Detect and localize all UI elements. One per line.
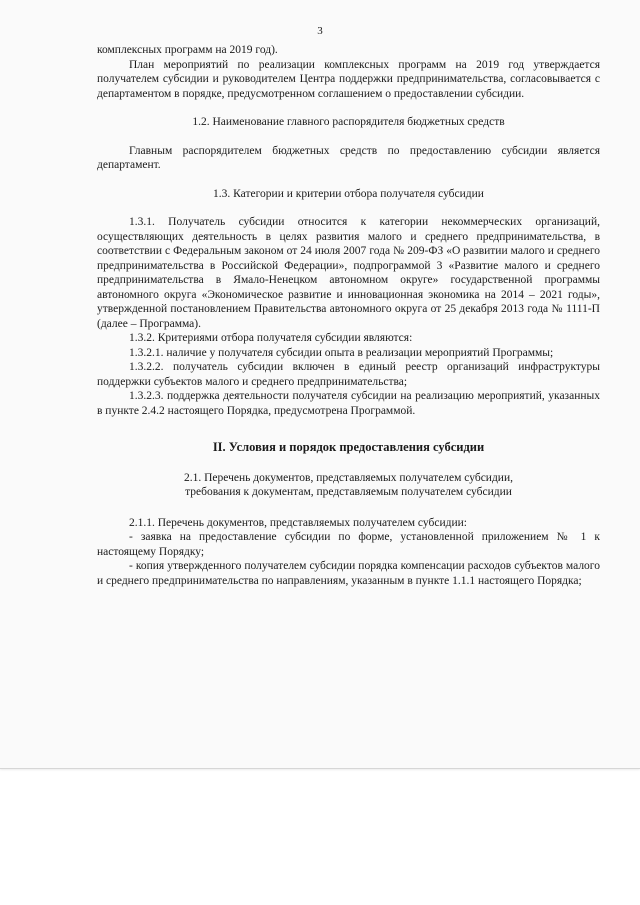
section-heading-2-1 — [97, 471, 600, 500]
list-item-procedure-copy: - копия утвержденного получателем субсидии порядка компенсации расходов субъектов малого и среднего предпринимательства по направлениям, указанным в пункте 1.1.1 настоящего Порядка; — [97, 560, 600, 587]
paragraph-2-1-1: 2.1.1. Перечень документов, представляемых получателем субсидии: — [129, 516, 467, 529]
section-heading-2-1-line-2: требования к документам, представляемым получателем субсидии — [185, 486, 512, 498]
paragraph-main-distributor: Главным распорядителем бюджетных средств по предоставлению субсидии является департамент. — [97, 144, 600, 171]
paragraph-1-3-2-2: 1.3.2.2. получатель субсидии включен в единый реестр организаций инфраструктуры поддержки субъектов малого и среднего предпринимательства; — [97, 361, 600, 388]
document-body — [97, 43, 600, 588]
list-item-application: - заявка на предоставление субсидии по форме, установленной приложением № 1 к настоящему Порядку; — [97, 531, 600, 558]
paragraph-continuation: комплексных программ на 2019 год). — [97, 44, 278, 56]
paragraph-1-3-2-3: 1.3.2.3. поддержка деятельности получателя субсидии на реализацию мероприятий, указанных в пункте 2.4.2 настоящего Порядка, предусмотрена Программой. — [97, 390, 600, 417]
paragraph-plan: План мероприятий по реализации комплексных программ на 2019 год утверждается получателем субсидии и руководителем Центра поддержки предпринимательства, согласовывается с департаментом в порядке, предусмотренном соглашением о предоставлении субсидии. — [97, 58, 600, 100]
chapter-heading-2: II. Условия и порядок предоставления субсидии — [212, 440, 485, 454]
section-heading-2-1-line-1: 2.1. Перечень документов, представляемых получателем субсидии, — [183, 471, 513, 484]
section-heading-1-2: 1.2. Наименование главного распорядителя бюджетных средств — [192, 116, 505, 128]
page-number: 3 — [317, 25, 323, 37]
paragraph-1-3-1: 1.3.1. Получатель субсидии относится к категории некоммерческих организаций, осуществляющих деятельность в целях развития малого и среднего предпринимательства, в соответствии с Федеральным законом от 24 июля 2007 года № 209-ФЗ «О развитии малого и среднего предпринимательства в Российской Федерации», подпрограммой 3 «Развитие малого и среднего предпринимательства в Ямало-Ненецком автономном округе» государственной программы автономного округа «Экономическое развитие и инновационная экономика на 2014 – 2021 годы», утвержденной постановлением Правительства автономного округа от 25 декабря 2013 года № 1111-П (далее – Программа). — [97, 216, 600, 330]
paragraph-1-3-2: 1.3.2. Критериями отбора получателя субсидии являются: — [129, 332, 413, 344]
paragraph-1-3-2-1: 1.3.2.1. наличие у получателя субсидии опыта в реализации мероприятий Программы; — [129, 346, 554, 359]
section-heading-1-3: 1.3. Категории и критерии отбора получателя субсидии — [213, 187, 484, 200]
